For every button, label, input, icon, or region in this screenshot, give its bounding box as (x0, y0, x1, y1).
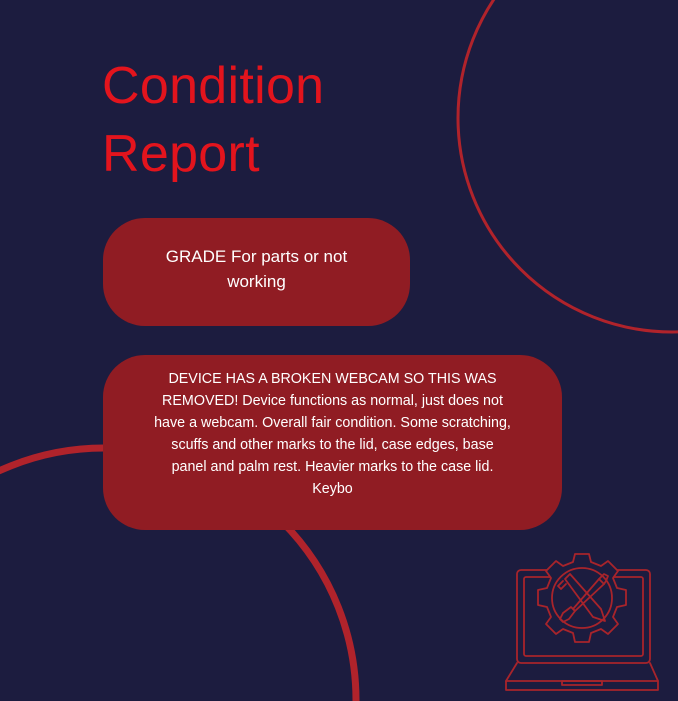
description-text: DEVICE HAS A BROKEN WEBCAM SO THIS WAS REMOVED! Device functions as normal, just does not have a webcam. Overall fair condition. Some scratching, scuffs and other marks to the lid, case edges, base panel and palm rest. Heavier marks to the case lid. Keybo (154, 370, 511, 497)
laptop-repair-icon (500, 540, 660, 695)
top-right-arc (458, 0, 678, 332)
title-line-1: Condition (102, 57, 325, 115)
title-line-2: Report (102, 125, 260, 183)
page-title (102, 52, 324, 188)
description-card (103, 355, 562, 530)
grade-text: GRADE For parts or not working (165, 247, 348, 291)
grade-card (103, 218, 410, 326)
